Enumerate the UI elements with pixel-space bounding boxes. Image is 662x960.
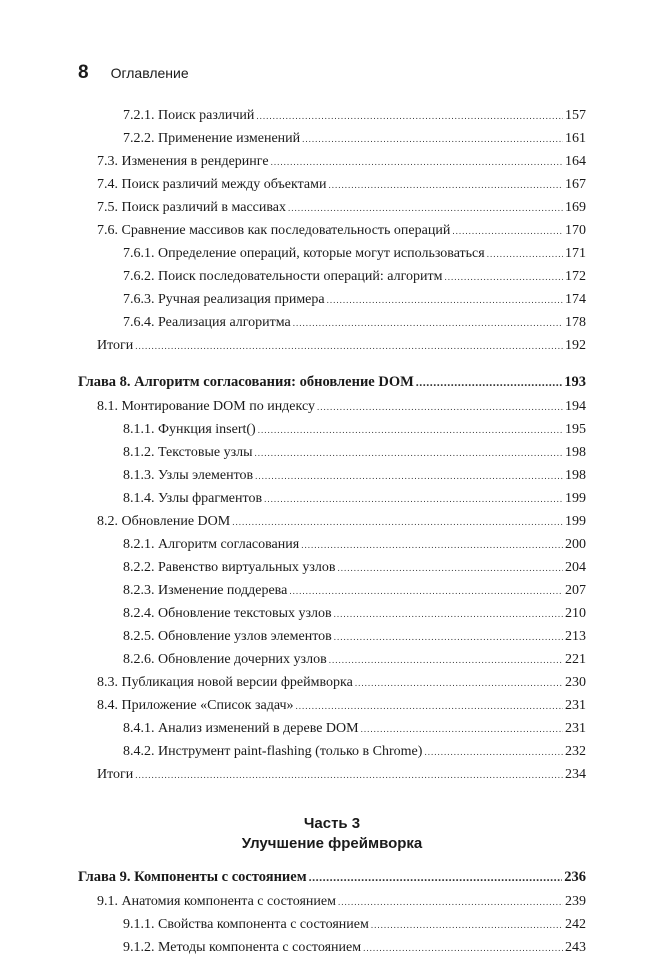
toc-entry-label: 8.2. Обновление DOM [97, 514, 231, 529]
toc-entry[interactable] [78, 464, 586, 487]
toc-chapter-label: Глава 8. Алгоритм согласования: обновление DOM [78, 374, 414, 390]
spacer [78, 786, 586, 814]
toc-entry[interactable] [78, 196, 586, 219]
toc-entry[interactable] [78, 104, 586, 127]
leader-dots [296, 694, 563, 718]
toc-entry-page: 171 [565, 246, 586, 261]
leader-dots [355, 671, 563, 695]
part-number: Часть 3 [303, 815, 361, 832]
toc-entry-page: 242 [565, 917, 586, 932]
toc-entry-label: 7.5. Поиск различий в массивах [97, 200, 287, 215]
toc-entry-label: 8.2.1. Алгоритм согласования [123, 537, 300, 552]
toc-entry[interactable] [78, 127, 586, 150]
leader-dots [317, 395, 563, 419]
page-number: 8 [78, 62, 89, 83]
leader-dots [288, 196, 563, 220]
toc-entry-label: 8.1.1. Функция insert() [123, 422, 256, 437]
leader-dots [337, 556, 563, 580]
toc-entry-page: 174 [565, 292, 586, 307]
toc-entry[interactable] [78, 694, 586, 717]
table-of-contents [78, 104, 586, 959]
toc-entry-label: 8.1.4. Узлы фрагментов [123, 491, 263, 506]
toc-chapter-page: 193 [564, 374, 586, 390]
leader-dots [302, 127, 563, 151]
toc-entry-label: 8.2.5. Обновление узлов элементов [123, 629, 332, 644]
toc-entry-page: 194 [565, 399, 586, 414]
toc-entry-label: 7.6.1. Определение операций, которые могут использоваться [123, 246, 485, 261]
leader-dots [309, 864, 563, 890]
toc-entry-page: 243 [565, 940, 586, 955]
toc-entry[interactable] [78, 890, 586, 913]
leader-dots [135, 334, 563, 358]
toc-block-chapter-7 [78, 104, 586, 357]
toc-entry-label: 7.2.2. Применение изменений [123, 131, 301, 146]
toc-entry[interactable] [78, 533, 586, 556]
toc-entry[interactable] [78, 625, 586, 648]
toc-entry-label: Итоги [97, 767, 134, 782]
toc-entry[interactable] [78, 487, 586, 510]
leader-dots [271, 150, 563, 174]
toc-entry-page: 195 [565, 422, 586, 437]
leader-dots [452, 219, 563, 243]
toc-entry[interactable] [78, 671, 586, 694]
toc-entry-page: 164 [565, 154, 586, 169]
toc-entry-page: 231 [565, 698, 586, 713]
toc-entry-label: 9.1.1. Свойства компонента с состоянием [123, 917, 369, 932]
toc-entry[interactable] [78, 418, 586, 441]
toc-block-chapter-8 [78, 395, 586, 786]
toc-entry-page: 167 [565, 177, 586, 192]
leader-dots [487, 242, 563, 266]
toc-entry-page: 172 [565, 269, 586, 284]
toc-entry-label: 7.3. Изменения в рендеринге [97, 154, 269, 169]
toc-entry-label: 8.2.4. Обновление текстовых узлов [123, 606, 332, 621]
toc-entry[interactable] [78, 311, 586, 334]
toc-entry[interactable] [78, 717, 586, 740]
toc-entry-page: 199 [565, 514, 586, 529]
leader-dots [338, 890, 563, 914]
toc-entry-label: 8.3. Публикация новой версии фреймворка [97, 675, 353, 690]
toc-entry-page: 200 [565, 537, 586, 552]
toc-entry-label: 9.1.2. Методы компонента с состоянием [123, 940, 362, 955]
toc-chapter-8[interactable] [78, 369, 586, 395]
toc-entry-page: 198 [565, 468, 586, 483]
toc-entry[interactable] [78, 441, 586, 464]
toc-entry[interactable] [78, 602, 586, 625]
leader-dots [289, 579, 563, 603]
toc-entry-label: 7.6.4. Реализация алгоритма [123, 315, 291, 330]
toc-entry[interactable] [78, 763, 586, 786]
toc-entry-page: 234 [565, 767, 586, 782]
leader-dots [327, 288, 563, 312]
toc-entry[interactable] [78, 648, 586, 671]
toc-entry-label: 8.1. Монтирование DOM по индексу [97, 399, 316, 414]
leader-dots [255, 441, 564, 465]
toc-entry[interactable] [78, 510, 586, 533]
toc-entry-label: 9.1. Анатомия компонента с состоянием [97, 894, 336, 909]
toc-entry-page: 170 [565, 223, 586, 238]
running-head-title: Оглавление [110, 65, 189, 81]
toc-entry-label: 8.2.2. Равенство виртуальных узлов [123, 560, 336, 575]
leader-dots [258, 418, 563, 442]
toc-entry-page: 231 [565, 721, 586, 736]
leader-dots [371, 913, 563, 937]
toc-entry-page: 232 [565, 744, 586, 759]
toc-entry[interactable] [78, 219, 586, 242]
part-heading [78, 814, 586, 854]
toc-entry[interactable] [78, 556, 586, 579]
toc-entry-label: 8.4.1. Анализ изменений в дереве DOM [123, 721, 359, 736]
toc-chapter-label: Глава 9. Компоненты с состоянием [78, 869, 307, 885]
leader-dots [264, 487, 563, 511]
leader-dots [255, 464, 563, 488]
toc-entry-page: 199 [565, 491, 586, 506]
leader-dots [424, 740, 563, 764]
leader-dots [334, 625, 563, 649]
leader-dots [329, 648, 563, 672]
toc-entry-page: 157 [565, 108, 586, 123]
toc-chapter-page: 236 [564, 869, 586, 885]
toc-entry[interactable] [78, 936, 586, 959]
toc-entry-label: 7.4. Поиск различий между объектами [97, 177, 327, 192]
toc-entry-label: Итоги [97, 338, 134, 353]
leader-dots [293, 311, 563, 335]
toc-entry-label: 7.6.3. Ручная реализация примера [123, 292, 325, 307]
toc-entry-label: 8.2.3. Изменение поддерева [123, 583, 288, 598]
toc-entry-page: 161 [565, 131, 586, 146]
leader-dots [416, 369, 562, 395]
toc-entry-page: 169 [565, 200, 586, 215]
toc-entry-page: 221 [565, 652, 586, 667]
toc-entry-page: 192 [565, 338, 586, 353]
toc-entry-page: 239 [565, 894, 586, 909]
toc-entry[interactable] [78, 288, 586, 311]
toc-entry-label: 8.2.6. Обновление дочерних узлов [123, 652, 327, 667]
toc-entry-label: 7.6.2. Поиск последовательности операций: алгоритм [123, 269, 443, 284]
leader-dots [232, 510, 563, 534]
toc-entry-label: 7.2.1. Поиск различий [123, 108, 255, 123]
toc-entry[interactable] [78, 265, 586, 288]
toc-entry[interactable] [78, 242, 586, 265]
leader-dots [444, 265, 563, 289]
leader-dots [334, 602, 563, 626]
toc-block-chapter-9 [78, 890, 586, 959]
toc-entry-label: 8.1.3. Узлы элементов [123, 468, 254, 483]
toc-entry[interactable] [78, 150, 586, 173]
toc-entry-label: 8.4. Приложение «Список задач» [97, 698, 294, 713]
toc-chapter-9[interactable] [78, 864, 586, 890]
toc-entry-page: 204 [565, 560, 586, 575]
toc-entry-label: 7.6. Сравнение массивов как последовательность операций [97, 223, 451, 238]
toc-entry-page: 230 [565, 675, 586, 690]
leader-dots [328, 173, 563, 197]
toc-entry[interactable] [78, 740, 586, 763]
toc-entry[interactable] [78, 173, 586, 196]
toc-entry-label: 8.1.2. Текстовые узлы [123, 445, 253, 460]
toc-entry-page: 198 [565, 445, 586, 460]
part-title: Улучшение фреймворка [241, 835, 423, 852]
toc-entry-page: 210 [565, 606, 586, 621]
toc-entry-page: 178 [565, 315, 586, 330]
leader-dots [256, 104, 563, 128]
toc-entry[interactable] [78, 579, 586, 602]
toc-entry[interactable] [78, 334, 586, 357]
spacer [78, 357, 586, 369]
toc-entry[interactable] [78, 395, 586, 418]
leader-dots [361, 717, 563, 741]
toc-entry-page: 213 [565, 629, 586, 644]
toc-entry-page: 207 [565, 583, 586, 598]
running-head [78, 62, 189, 84]
spacer [78, 854, 586, 864]
toc-entry[interactable] [78, 913, 586, 936]
leader-dots [363, 936, 563, 960]
leader-dots [301, 533, 563, 557]
leader-dots [135, 763, 563, 787]
toc-entry-label: 8.4.2. Инструмент paint-flashing (только в Chrome) [123, 744, 423, 759]
